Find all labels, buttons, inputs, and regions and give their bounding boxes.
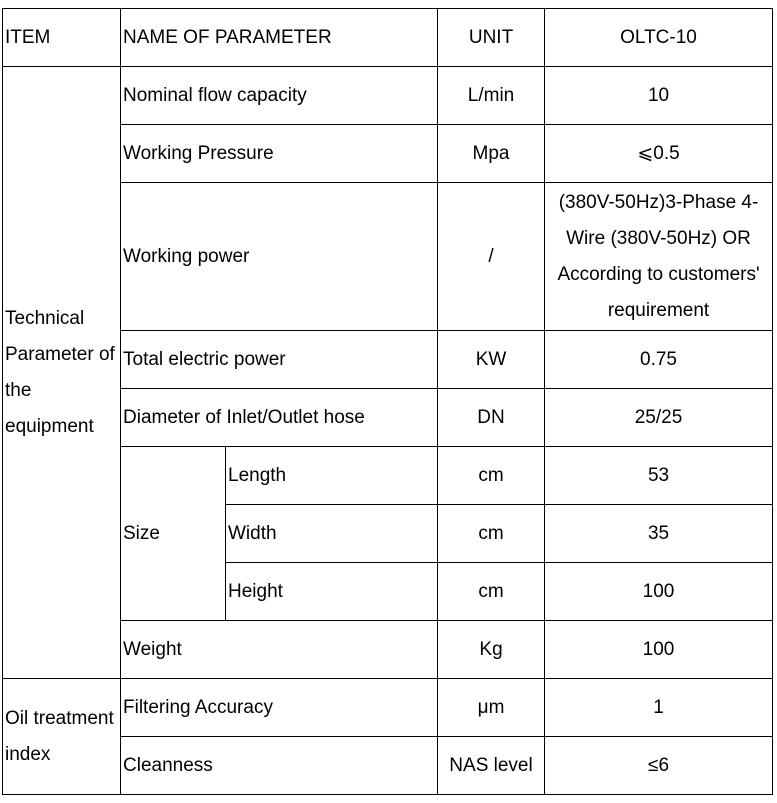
param-unit: NAS level	[438, 737, 545, 795]
table-row	[3, 67, 773, 125]
param-name: Working Pressure	[121, 125, 438, 183]
parameter-table	[2, 8, 773, 795]
param-unit: μm	[438, 679, 545, 737]
param-name: Length	[226, 447, 438, 505]
param-value: 10	[545, 67, 773, 125]
header-model: OLTC-10	[545, 9, 773, 67]
param-unit: cm	[438, 505, 545, 563]
param-name: Diameter of Inlet/Outlet hose	[121, 389, 438, 447]
header-name: NAME OF PARAMETER	[121, 9, 438, 67]
table-row	[3, 679, 773, 737]
param-value: 35	[545, 505, 773, 563]
param-value: 100	[545, 563, 773, 621]
param-name: Working power	[121, 183, 438, 331]
param-unit: cm	[438, 563, 545, 621]
param-name: Height	[226, 563, 438, 621]
group-technical: Technical Parameter of the equipment	[3, 67, 121, 679]
param-name: Total electric power	[121, 331, 438, 389]
param-unit: Kg	[438, 621, 545, 679]
param-unit: DN	[438, 389, 545, 447]
param-value: 100	[545, 621, 773, 679]
param-name: Cleanness	[121, 737, 438, 795]
param-value: 1	[545, 679, 773, 737]
param-value: ⩽0.5	[545, 125, 773, 183]
param-value: 25/25	[545, 389, 773, 447]
header-item: ITEM	[3, 9, 121, 67]
param-name: Weight	[121, 621, 438, 679]
param-name: Nominal flow capacity	[121, 67, 438, 125]
group-oil: Oil treatment index	[3, 679, 121, 795]
size-label: Size	[121, 447, 226, 621]
param-unit: KW	[438, 331, 545, 389]
param-value: ≤6	[545, 737, 773, 795]
param-unit: /	[438, 183, 545, 331]
param-unit: L/min	[438, 67, 545, 125]
param-name: Filtering Accuracy	[121, 679, 438, 737]
param-value: 0.75	[545, 331, 773, 389]
param-name: Width	[226, 505, 438, 563]
param-value: 53	[545, 447, 773, 505]
param-unit: Mpa	[438, 125, 545, 183]
param-value: (380V-50Hz)3-Phase 4-Wire (380V-50Hz) OR According to customers' requirement	[545, 183, 773, 331]
param-unit: cm	[438, 447, 545, 505]
header-unit: UNIT	[438, 9, 545, 67]
header-row	[3, 9, 773, 67]
